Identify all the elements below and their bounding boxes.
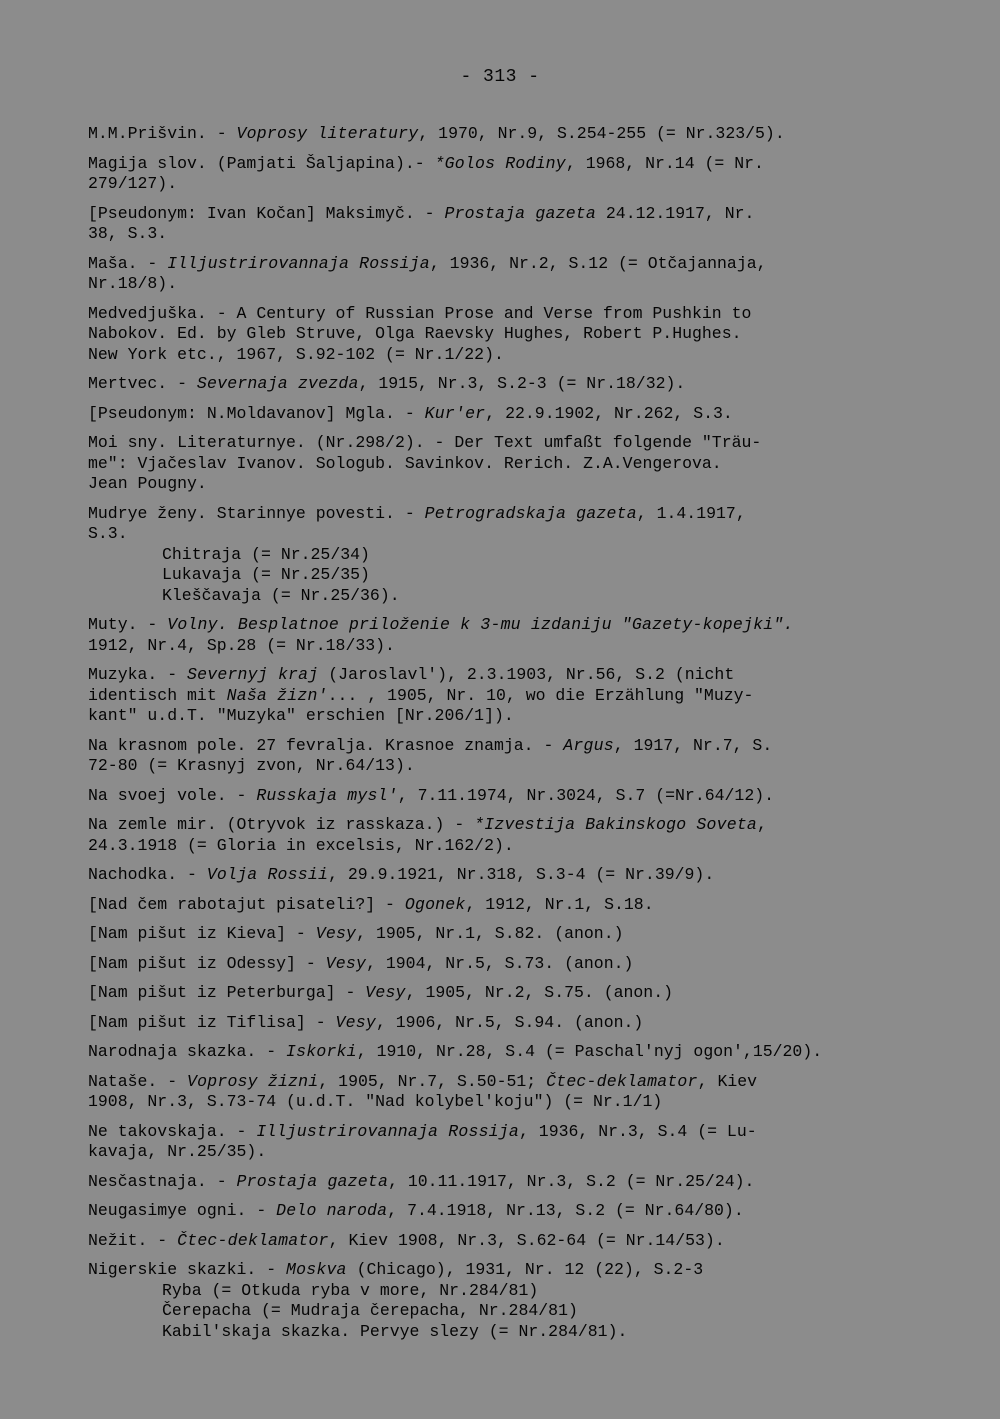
entry-line: Nachodka. - Volja Rossii, 29.9.1921, Nr.318, S.3-4 (= Nr.39/9). [88,865,715,884]
entry-line: [Nam pišut iz Tiflisa] - Vesy, 1906, Nr.5, S.94. (anon.) [88,1012,644,1032]
entry-line: [Nam pišut iz Peterburga] - Vesy, 1905, Nr.2, S.75. (anon.) [88,983,674,1002]
entry-subitem: Lukavaja (= Nr.25/35) [162,565,370,584]
entry-line: identisch mit Naša žizn'... , 1905, Nr. 10, wo die Erzählung "Muzy- [88,685,754,705]
entry-line: S.3. [88,524,128,543]
entry-line: M.M.Prišvin. - Voprosy literatury, 1970, Nr.9, S.254-255 (= Nr.323/5). [88,124,785,143]
bibliography-entry [88,1201,948,1222]
bibliography-entry [88,815,948,856]
entry-line: Nabokov. Ed. by Gleb Struve, Olga Raevsky Hughes, Robert P.Hughes. [88,324,742,343]
entry-line: Muty. - Volny. Besplatnoe priloženie k 3-mu izdaniju "Gazety-kopejki". [88,615,794,634]
entry-line: Nigerskie skazki. - Moskva (Chicago), 1931, Nr. 12 (22), S.2-3 [88,1260,704,1279]
entry-line: Nr.18/8). [88,274,178,293]
entry-line: [Nam pišut iz Kieva] - Vesy, 1905, Nr.1, S.82. (anon.) [88,924,624,943]
entry-line: 38, S.3. [88,224,168,243]
entry-line: Moi sny. Literaturnye. (Nr.298/2). - Der Text umfaßt folgende "Träu- [88,433,762,452]
entry-line: Narodnaja skazka. - Iskorki, 1910, Nr.28, S.4 (= Paschal'nyj ogon',15/20). [88,1042,823,1061]
bibliography-entry [88,954,948,975]
page-number: - 313 - [460,67,540,87]
bibliography-entry [88,1013,948,1034]
bibliography-entries [88,124,948,1342]
entry-line: Medvedjuška. - A Century of Russian Prose and Verse from Pushkin to [88,303,752,323]
entry-line: kant" u.d.T. "Muzyka" erschien [Nr.206/1]). [88,706,514,725]
entry-line: Na svoej vole. - Russkaja mysl', 7.11.1974, Nr.3024, S.7 (=Nr.64/12). [88,785,775,805]
bibliography-entry [88,1072,948,1113]
entry-line: 24.3.1918 (= Gloria in excelsis, Nr.162/2). [88,835,514,855]
bibliography-entry [88,504,948,607]
entry-subitem: Ryba (= Otkuda ryba v more, Nr.284/81) [162,1280,539,1300]
entry-line: Mertvec. - Severnaja zvezda, 1915, Nr.3, S.2-3 (= Nr.18/32). [88,374,686,393]
entry-line: Ne takovskaja. - Illjustrirovannaja Rossija, 1936, Nr.3, S.4 (= Lu- [88,1121,757,1141]
bibliography-entry [88,736,948,777]
entry-line: me": Vjačeslav Ivanov. Sologub. Savinkov. Rerich. Z.A.Vengerova. [88,453,722,473]
entry-subitem: Kleščavaja (= Nr.25/36). [162,585,400,605]
entry-line: Magija slov. (Pamjati Šaljapina).- *Golos Rodiny, 1968, Nr.14 (= Nr. [88,153,764,173]
entry-line: Na zemle mir. (Otryvok iz rasskaza.) - *Izvestija Bakinskogo Soveta, [88,815,767,834]
bibliography-entry [88,665,948,727]
entry-line: [Nam pišut iz Odessy] - Vesy, 1904, Nr.5, S.73. (anon.) [88,953,634,973]
bibliography-entry [88,1172,948,1193]
entry-subitem: Chitraja (= Nr.25/34) [162,544,370,564]
bibliography-entry [88,124,948,145]
bibliography-entry [88,1122,948,1163]
entry-line: 279/127). [88,174,178,193]
bibliography-entry [88,404,948,425]
bibliography-entry [88,154,948,195]
entry-line: Na krasnom pole. 27 fevralja. Krasnoe znamja. - Argus, 1917, Nr.7, S. [88,735,773,755]
entry-line: Mudrye ženy. Starinnye povesti. - Petrogradskaja gazeta, 1.4.1917, [88,503,746,523]
bibliography-entry [88,1042,948,1063]
bibliography-entry [88,786,948,807]
bibliography-entry [88,1260,948,1342]
bibliography-entry [88,615,948,656]
entry-line: 72-80 (= Krasnyj zvon, Nr.64/13). [88,756,415,775]
entry-line: 1908, Nr.3, S.73-74 (u.d.T. "Nad kolybel'koju") (= Nr.1/1) [88,1092,663,1111]
entry-line: Jean Pougny. [88,474,207,493]
bibliography-entry [88,374,948,395]
entry-line: [Nad čem rabotajut pisateli?] - Ogonek, 1912, Nr.1, S.18. [88,894,654,914]
entry-line: 1912, Nr.4, Sp.28 (= Nr.18/33). [88,635,395,655]
entry-subitem: Kabil'skaja skazka. Pervye slezy (= Nr.284/81). [162,1321,628,1341]
entry-line: Neugasimye ogni. - Delo naroda, 7.4.1918, Nr.13, S.2 (= Nr.64/80). [88,1201,744,1220]
entry-line: Nesčastnaja. - Prostaja gazeta, 10.11.1917, Nr.3, S.2 (= Nr.25/24). [88,1171,755,1191]
bibliography-entry [88,204,948,245]
bibliography-entry [88,924,948,945]
entry-line: [Pseudonym: Ivan Kočan] Maksimyč. - Prostaja gazeta 24.12.1917, Nr. [88,203,755,223]
entry-line: Maša. - Illjustrirovannaja Rossija, 1936, Nr.2, S.12 (= Otčajannaja, [88,253,767,273]
bibliography-entry [88,1231,948,1252]
entry-line: Nataše. - Voprosy žizni, 1905, Nr.7, S.50-51; Čtec-deklamator, Kiev [88,1071,758,1091]
entry-line: Muzyka. - Severnyj kraj (Jaroslavl'), 2.3.1903, Nr.56, S.2 (nicht [88,665,735,684]
bibliography-entry [88,895,948,916]
bibliography-entry [88,983,948,1004]
entry-line: [Pseudonym: N.Moldavanov] Mgla. - Kur'er, 22.9.1902, Nr.262, S.3. [88,403,733,423]
bibliography-entry [88,304,948,366]
bibliography-entry [88,865,948,886]
entry-line: New York etc., 1967, S.92-102 (= Nr.1/22). [88,344,504,364]
bibliography-entry [88,254,948,295]
entry-line: Nežit. - Čtec-deklamator, Kiev 1908, Nr.3, S.62-64 (= Nr.14/53). [88,1230,725,1250]
entry-line: kavaja, Nr.25/35). [88,1142,267,1161]
entry-subitem: Čerepacha (= Mudraja čerepacha, Nr.284/81) [162,1301,578,1320]
bibliography-entry [88,433,948,495]
